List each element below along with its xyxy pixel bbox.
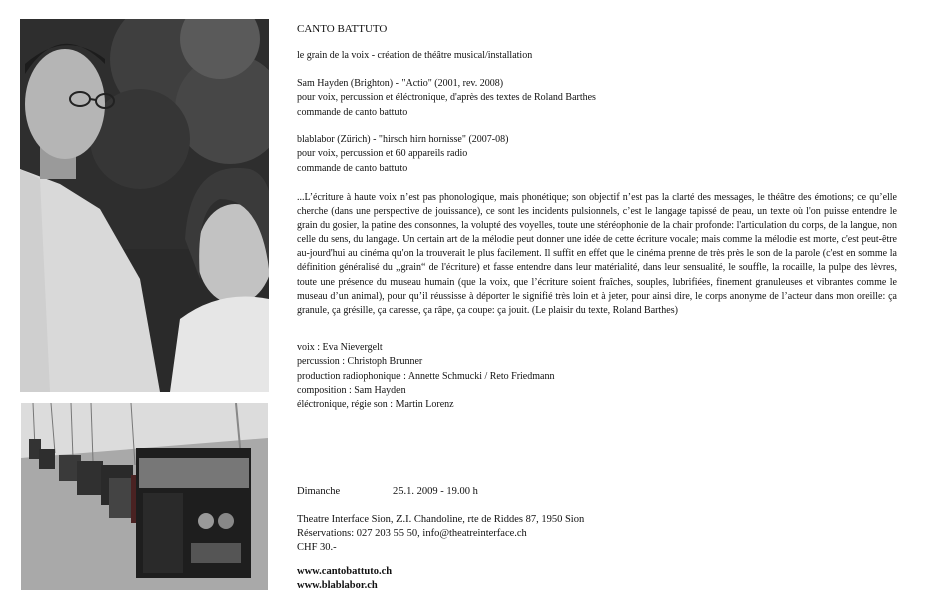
work-1-commission: commande de canto battuto xyxy=(297,106,408,118)
page-title: CANTO BATTUTO xyxy=(297,23,388,35)
work-2 xyxy=(297,133,508,176)
credits-list xyxy=(297,341,554,412)
radios-photo-drawing xyxy=(21,403,268,590)
subtitle: le grain de la voix - création de théâtre musical/installation xyxy=(297,50,533,61)
credit-percussion: percussion : Christoph Brunner xyxy=(297,356,423,368)
event-price: CHF 30.- xyxy=(297,542,337,553)
credit-radio-production: production radiophonique : Annette Schmucki / Reto Friedmann xyxy=(297,370,555,382)
barthes-quote: ...L’écriture à haute voix n’est pas phonologique, mais phonétique; son objectif n’est pas la clarté des messages, le théâtre des émotions; ce qu’elle cherche (dans une perspective de jouissance), ce sont les incidents pulsionnels, c’est le langage tapissé de peau, un texte où l'on puisse entendre le grain du gosier, la patine des consonnes, la volupté des voyelles, toute une stéréophonie de la chair profonde: l'articulation du corps, de la langue, non celle du sens, du langage. Un certain art de la mélodie peut donner une idée de cette écriture vocale; mais comme la mélodie est morte, c'est peut-être au-jourd'hui au cinéma qu'on la trouverait le plus facilement. Il suffit en effet que le cinéma prenne de très près le son de la parole (c'est en somme la définition généralisé du „grain“ de l'écriture) et fasse entendre dans leur matérialité, dans leur sensualité, le souffle, la rocaille, la pulpe des lèvres, toute une présence du museau humain (que la voix, que l’écriture soient fraîches, souples, lubrifiées, finement granuleuses et vibrantes comme le museau d’un animal), pour qu’il réussisse à déporter le signifié très loin et à jeter, pour ainsi dire, le corps anonyme de l’acteur dans mon oreille: ça granule, ça grésille, ça caresse, ça râpe, ça coupe: ça jouit. (Le plaisir du texte, Roland Barthes) xyxy=(297,192,897,316)
performers-photo xyxy=(20,19,269,392)
work-1-instrumentation: pour voix, percussion et éléctronique, d'après des textes de Roland Barthes xyxy=(297,92,596,104)
links xyxy=(297,565,392,593)
credit-electronics: éléctronique, régie son : Martin Lorenz xyxy=(297,399,454,411)
credit-composition: composition : Sam Hayden xyxy=(297,384,406,396)
work-2-title: blablabor (Zürich) - "hirsch hirn hornisse" (2007-08) xyxy=(297,134,509,145)
work-2-instrumentation: pour voix, percussion et 60 appareils radio xyxy=(297,148,468,160)
event-day: Dimanche xyxy=(297,486,341,497)
work-1 xyxy=(297,77,596,120)
event-date xyxy=(297,485,478,499)
event-info xyxy=(297,513,584,555)
link-cantobattuto[interactable]: www.cantobattuto.ch xyxy=(297,566,393,577)
event-reservations: Réservations: 027 203 55 50, info@theatreinterface.ch xyxy=(297,528,527,539)
credit-voice: voix : Eva Nievergelt xyxy=(297,342,383,353)
radios-photo xyxy=(21,403,268,590)
event-datetime: 25.1. 2009 - 19.00 h xyxy=(393,486,478,497)
performers-photo-drawing xyxy=(20,19,269,392)
work-2-commission: commande de canto battuto xyxy=(297,162,408,174)
work-1-title: Sam Hayden (Brighton) - "Actio" (2001, rev. 2008) xyxy=(297,78,504,89)
link-blablabor[interactable]: www.blablabor.ch xyxy=(297,580,378,591)
event-venue: Theatre Interface Sion, Z.I. Chandoline, rte de Riddes 87, 1950 Sion xyxy=(297,514,585,525)
